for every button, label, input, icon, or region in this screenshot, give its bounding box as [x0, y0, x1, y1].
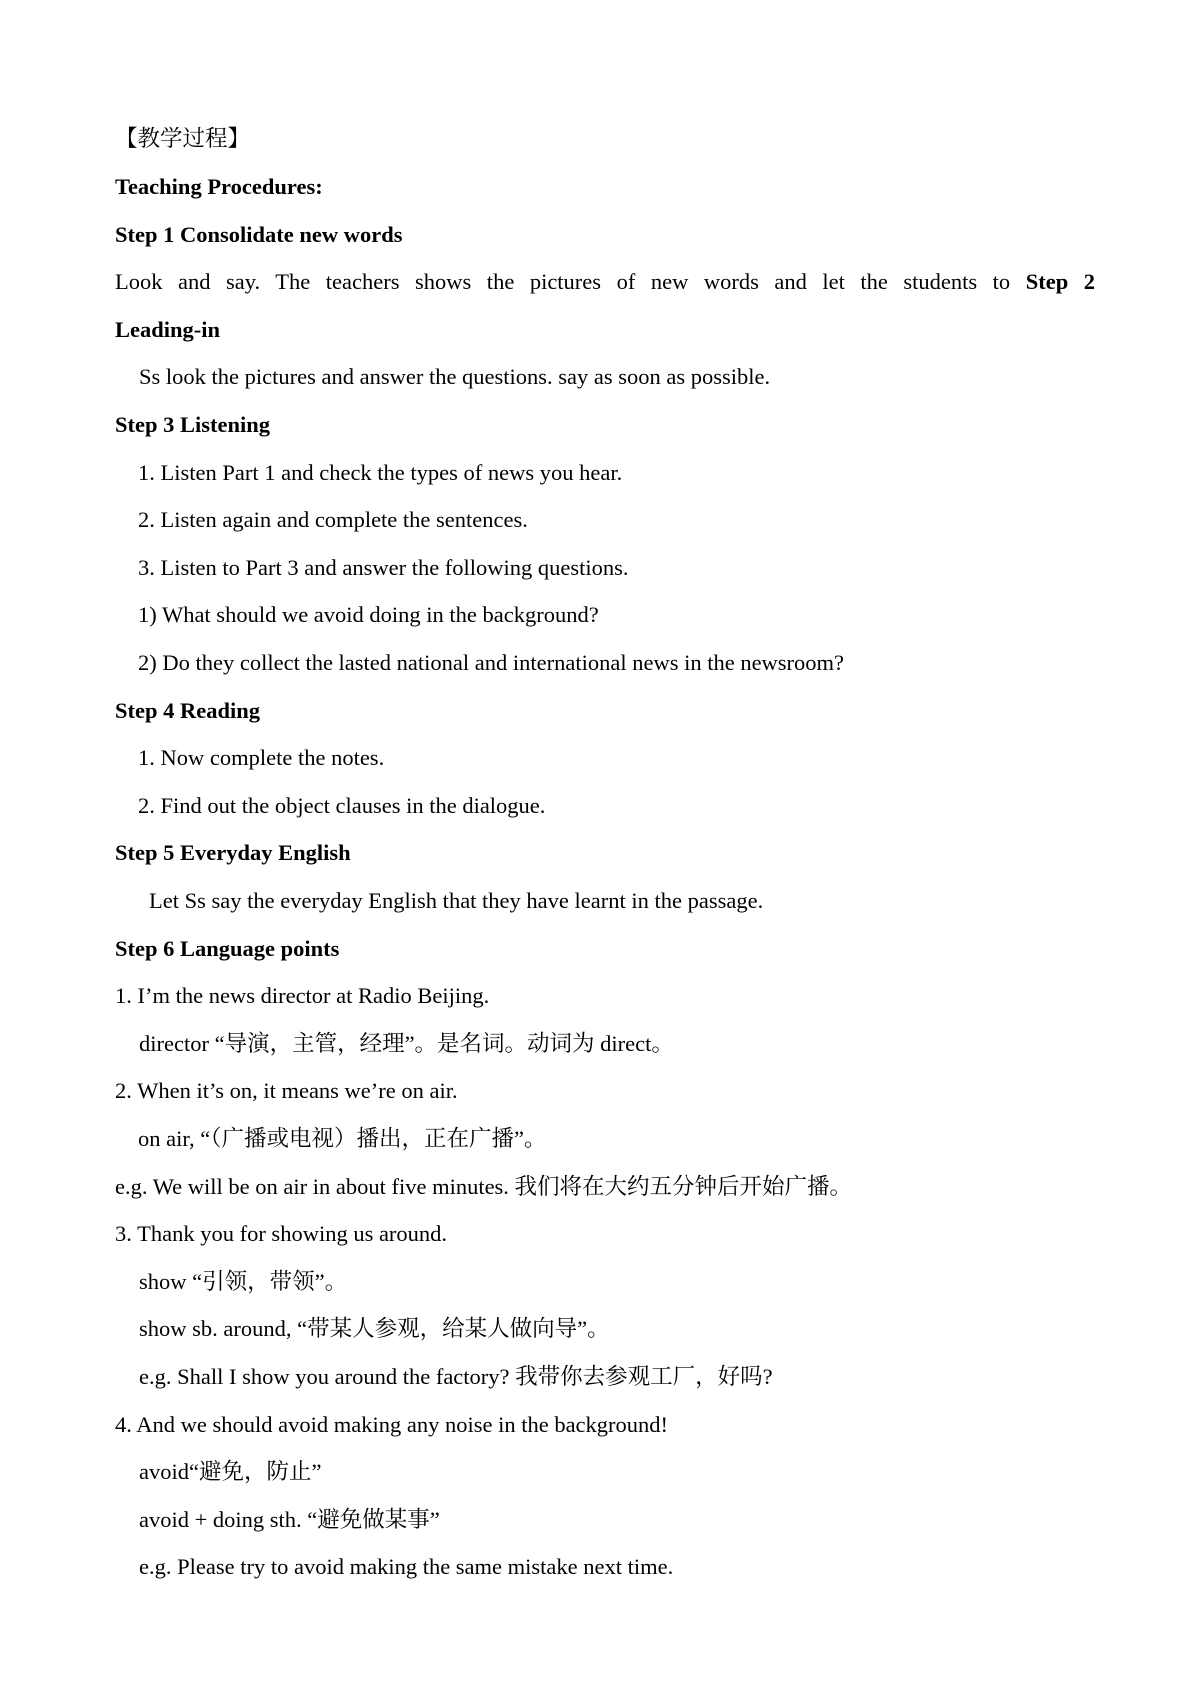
section-title: 【教学过程】: [115, 126, 251, 151]
language-point-note: director “导演，主管，经理”。是名词。动词为 direct。: [139, 1031, 674, 1056]
language-point-note: show sb. around, “带某人参观，给某人做向导”。: [139, 1316, 610, 1341]
step5-text: Let Ss say the everyday English that they have learnt in the passage.: [149, 888, 764, 913]
language-point-sentence: 4. And we should avoid making any noise in the background!: [115, 1412, 669, 1437]
language-point-example: e.g. Please try to avoid making the same mistake next time.: [139, 1554, 674, 1579]
language-point-note: avoid“避免，防止”: [139, 1459, 322, 1484]
language-point-sentence: 1. I’m the news director at Radio Beijing.: [115, 983, 490, 1008]
step3-item: 1. Listen Part 1 and check the types of news you hear.: [138, 460, 623, 485]
language-point-example: e.g. We will be on air in about five minutes. 我们将在大约五分钟后开始广播。: [115, 1174, 853, 1199]
language-point-note: avoid + doing sth. “避免做某事”: [139, 1507, 440, 1532]
language-point-sentence: 3. Thank you for showing us around.: [115, 1221, 448, 1246]
step1-title: Step 1 Consolidate new words: [115, 222, 403, 247]
step3-item: 2. Listen again and complete the sentences.: [138, 507, 528, 532]
step2-title-continued: Leading-in: [115, 317, 221, 342]
step3-title: Step 3 Listening: [115, 412, 271, 437]
step4-item: 2. Find out the object clauses in the dialogue.: [138, 793, 546, 818]
language-point-note: on air, “（广播或电视）播出，正在广播”。: [138, 1126, 547, 1151]
heading: Teaching Procedures:: [115, 174, 323, 199]
step1-text: [115, 267, 1095, 297]
step5-title: Step 5 Everyday English: [115, 840, 351, 865]
step3-question: 2) Do they collect the lasted national and international news in the newsroom?: [138, 650, 845, 675]
step4-item: 1. Now complete the notes.: [138, 745, 385, 770]
step6-title: Step 6 Language points: [115, 936, 340, 961]
language-point-sentence: 2. When it’s on, it means we’re on air.: [115, 1078, 458, 1103]
language-point-note: show “引领，带领”。: [139, 1269, 348, 1294]
step4-title: Step 4 Reading: [115, 698, 261, 723]
language-point-example: e.g. Shall I show you around the factory? 我带你去参观工厂，好吗?: [139, 1364, 773, 1389]
step2-title-inline: Step 2: [1025, 269, 1095, 294]
step2-text: Ss look the pictures and answer the questions. say as soon as possible.: [139, 364, 771, 389]
step1-body: Look and say. The teachers shows the pictures of new words and let the students to: [115, 269, 1011, 294]
step3-item: 3. Listen to Part 3 and answer the following questions.: [138, 555, 629, 580]
step3-question: 1) What should we avoid doing in the background?: [138, 602, 599, 627]
